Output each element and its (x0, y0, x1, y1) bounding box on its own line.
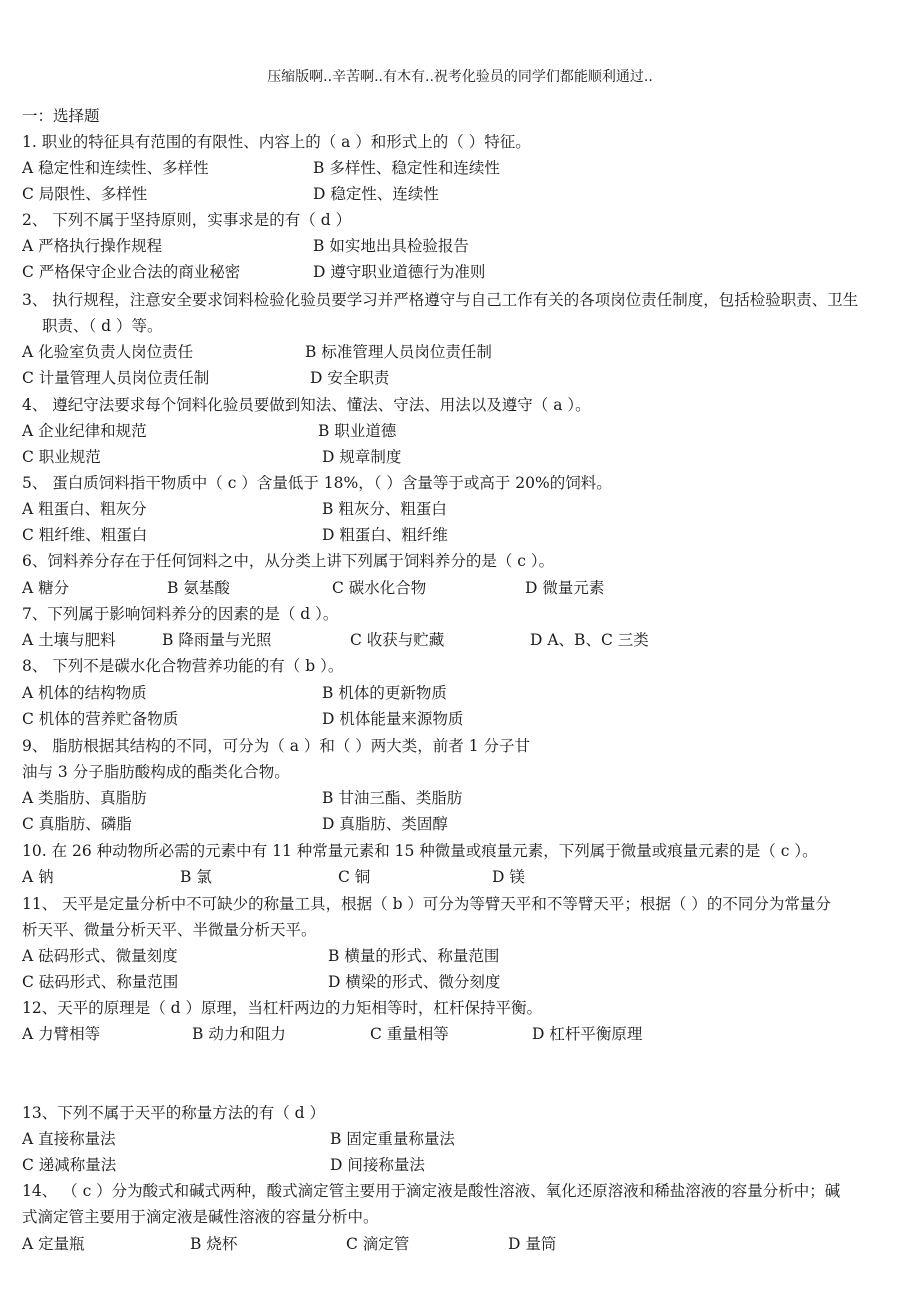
question-stem: 4、 遵纪守法要求每个饲料化验员要做到知法、懂法、守法、用法以及遵守（ a ）。 (22, 396, 591, 414)
question-stem: 14、 （ c ）分为酸式和碱式两种，酸式滴定管主要用于滴定液是酸性溶液、氧化还原溶液和稀盐溶液的容量分析中；碱 (22, 1182, 841, 1200)
option-a: A 直接称量法 (22, 1130, 116, 1148)
question-stem-continuation: 析天平、微量分析天平、半微量分析天平。 (22, 921, 317, 939)
option-a: A 力臂相等 (22, 1025, 101, 1043)
option-d: D 横梁的形式、微分刻度 (328, 973, 501, 991)
question-stem: 9、 脂肪根据其结构的不同，可分为（ a ）和（ ）两大类，前者 1 分子甘 (22, 737, 531, 755)
option-a: A 糖分 (22, 579, 70, 597)
question-stem: 2、 下列不属于坚持原则，实事求是的有（ d ） (22, 211, 352, 229)
option-a: A 土壤与肥料 (22, 631, 116, 649)
option-d: D 镁 (492, 868, 525, 886)
option-b: B 标准管理人员岗位责任制 (305, 343, 492, 361)
option-b: B 烧杯 (190, 1235, 238, 1253)
option-d: D 量筒 (508, 1235, 557, 1253)
option-b: B 如实地出具检验报告 (313, 237, 469, 255)
question-stem-continuation: 式滴定管主要用于滴定液是碱性溶液的容量分析中。 (22, 1208, 379, 1226)
option-b: B 甘油三酯、类脂肪 (322, 789, 463, 807)
option-b: B 动力和阻力 (192, 1025, 286, 1043)
question-stem: 3、 执行规程，注意安全要求饲料检验化验员要学习并严格遵守与自己工作有关的各项岗位责任制度，包括检验职责、卫生 (22, 291, 859, 309)
option-a: A 严格执行操作规程 (22, 237, 163, 255)
option-d: D 安全职责 (310, 369, 390, 387)
option-d: D A、B、C 三类 (530, 631, 649, 649)
question-stem: 7、下列属于影响饲料养分的因素的是（ d ）。 (22, 605, 339, 623)
option-c: C 粗纤维、粗蛋白 (22, 526, 148, 544)
page-header: 压缩版啊..辛苦啊..有木有..祝考化验员的同学们都能顺利通过.. (267, 69, 653, 85)
option-d: D 规章制度 (322, 448, 402, 466)
question-stem: 11、 天平是定量分析中不可缺少的称量工具，根据（ b ）可分为等臂天平和不等臂天平；根据（ ）的不同分为常量分 (22, 895, 831, 913)
option-b: B 氨基酸 (167, 579, 230, 597)
option-a: A 砝码形式、微量刻度 (22, 947, 178, 965)
option-c: C 滴定管 (346, 1235, 410, 1253)
option-a: A 钠 (22, 868, 54, 886)
option-d: D 机体能量来源物质 (322, 710, 464, 728)
question-stem: 1. 职业的特征具有范围的有限性、内容上的（ a ）和形式上的（ ）特征。 (22, 133, 531, 151)
option-d: D 真脂肪、类固醇 (322, 815, 448, 833)
option-a: A 定量瓶 (22, 1235, 85, 1253)
option-d: D 间接称量法 (330, 1156, 425, 1174)
question-stem: 5、 蛋白质饲料指干物质中（ c ）含量低于 18%，（ ）含量等于或高于 20%的饲料。 (22, 474, 612, 492)
option-a: A 类脂肪、真脂肪 (22, 789, 147, 807)
question-stem: 8、 下列不是碳水化合物营养功能的有（ b ）。 (22, 657, 344, 675)
option-c: C 机体的营养贮备物质 (22, 710, 179, 728)
option-c: C 局限性、多样性 (22, 185, 148, 203)
question-stem: 13、下列不属于天平的称量方法的有（ d ） (22, 1104, 326, 1122)
option-c: C 碳水化合物 (332, 579, 427, 597)
option-c: C 递减称量法 (22, 1156, 117, 1174)
option-c: C 严格保守企业合法的商业秘密 (22, 263, 241, 281)
option-c: C 真脂肪、磷脂 (22, 815, 132, 833)
option-c: C 铜 (338, 868, 371, 886)
option-b: B 职业道德 (318, 422, 397, 440)
option-b: B 机体的更新物质 (322, 684, 447, 702)
option-b: B 降雨量与光照 (162, 631, 272, 649)
option-c: C 重量相等 (370, 1025, 449, 1043)
section-title: 一：选择题 (22, 107, 100, 125)
option-a: A 机体的结构物质 (22, 684, 147, 702)
question-stem: 10. 在 26 种动物所必需的元素中有 11 种常量元素和 15 种微量或痕量元素，下列属于微量或痕量元素的是（ c ）。 (22, 842, 818, 860)
option-b: B 多样性、稳定性和连续性 (313, 159, 500, 177)
option-b: B 固定重量称量法 (330, 1130, 455, 1148)
option-a: A 企业纪律和规范 (22, 422, 147, 440)
question-stem-continuation: 油与 3 分子脂肪酸构成的酯类化合物。 (22, 763, 290, 781)
option-b: B 粗灰分、粗蛋白 (322, 500, 447, 518)
option-c: C 砝码形式、称量范围 (22, 973, 179, 991)
option-d: D 遵守职业道德行为准则 (313, 263, 486, 281)
option-d: D 粗蛋白、粗纤维 (322, 526, 448, 544)
option-b: B 横量的形式、称量范围 (328, 947, 500, 965)
option-d: D 微量元素 (525, 579, 605, 597)
option-d: D 杠杆平衡原理 (532, 1025, 643, 1043)
option-b: B 氯 (180, 868, 212, 886)
option-a: A 化验室负责人岗位责任 (22, 343, 194, 361)
option-a: A 粗蛋白、粗灰分 (22, 500, 147, 518)
option-c: C 计量管理人员岗位责任制 (22, 369, 210, 387)
option-d: D 稳定性、连续性 (313, 185, 439, 203)
question-stem: 12、天平的原理是（ d ）原理，当杠杆两边的力矩相等时，杠杆保持平衡。 (22, 999, 543, 1017)
option-c: C 职业规范 (22, 448, 101, 466)
question-stem: 6、饲料养分存在于任何饲料之中，从分类上讲下列属于饲料养分的是（ c ）。 (22, 552, 555, 570)
option-c: C 收获与贮藏 (350, 631, 445, 649)
question-stem-continuation: 职责、（ d ）等。 (42, 317, 163, 335)
option-a: A 稳定性和连续性、多样性 (22, 159, 209, 177)
